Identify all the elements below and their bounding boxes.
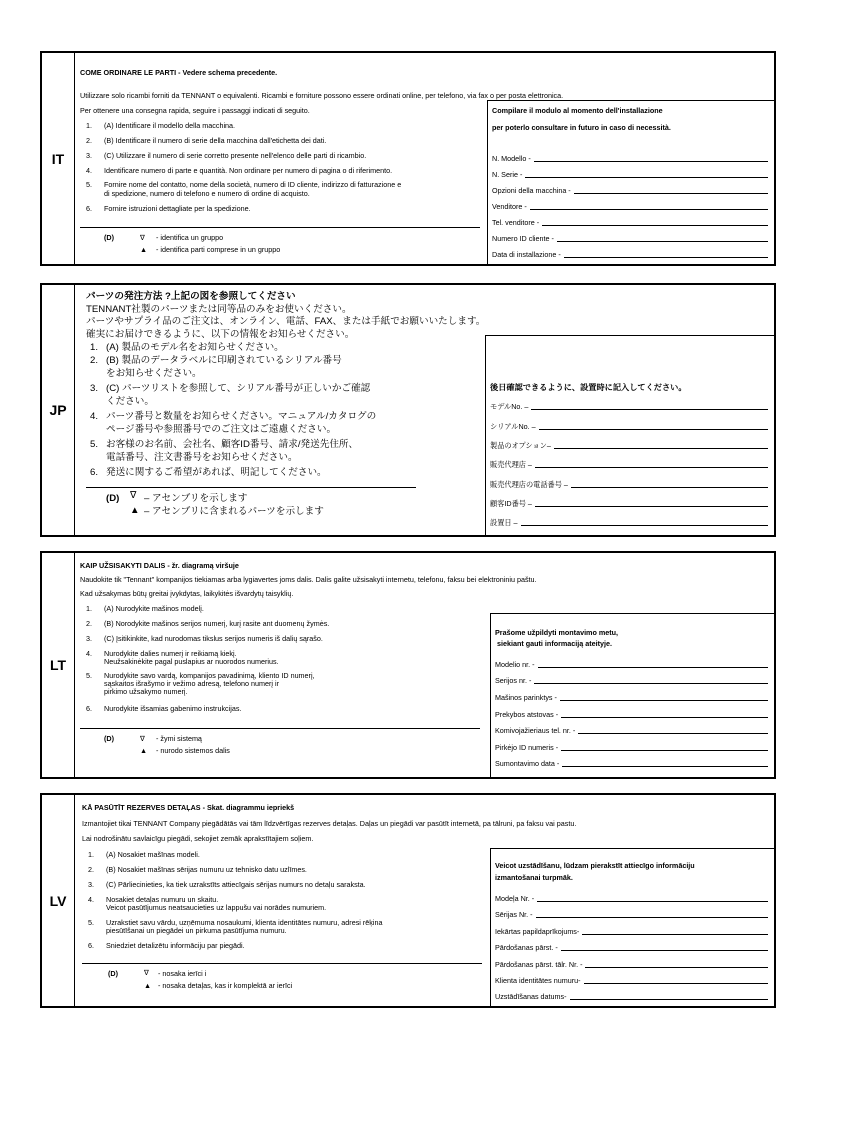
step-text: (B) 製品のデータラベルに印刷されているシリアル番号: [106, 355, 342, 366]
form-title: Prašome užpildyti montavimo metu,: [495, 628, 619, 637]
step-text: Sniedziet detalizētu informāciju par piegādi.: [106, 941, 245, 950]
step-number: 4.: [90, 411, 99, 422]
section-title: COME ORDINARE LE PARTI - Vedere schema precedente.: [80, 68, 278, 77]
dealer-phone-field[interactable]: [495, 724, 768, 735]
field-line[interactable]: [582, 934, 768, 935]
field-label: Modeļa Nr. -: [495, 894, 535, 903]
assembly-outline-icon: ∇: [130, 490, 137, 501]
step-text-cont: Veicot pasūtījumus neatsaucieties uz lappušu vai norādes numuriem.: [106, 903, 327, 912]
field-label: Serijos nr. -: [495, 676, 532, 685]
step-number: 1.: [88, 850, 94, 859]
legend-label: (D): [106, 493, 120, 504]
legend-text: – アセンブリに含まれるパーツを示します: [144, 506, 324, 517]
section-lt: [40, 551, 776, 779]
step-text: (B) Nosakiet mašīnas sērijas numuru uz tehnisko datu uzlīmes.: [106, 865, 307, 874]
legend-text: - identifica un gruppo: [156, 233, 224, 242]
assembly-outline-icon: ∇: [140, 233, 145, 242]
step-number: 2.: [90, 355, 99, 366]
step-number: 1.: [86, 604, 92, 613]
step-number: 3.: [86, 634, 92, 643]
field-line[interactable]: [535, 506, 768, 507]
field-line[interactable]: [571, 487, 768, 488]
section-jp: [40, 283, 776, 537]
field-label: Komivojažieriaus tel. nr. -: [495, 726, 576, 735]
step-text-cont: Neužsakinėkite pagal puslapius ar nuorodos numerius.: [104, 657, 279, 666]
field-label: Iekārtas papildaprīkojums-: [495, 927, 580, 936]
field-line[interactable]: [557, 241, 768, 242]
step-text-cont: ページ番号や参照番号でのご注文はご遠慮ください。: [106, 424, 337, 435]
step-text-cont: 電話番号、注文書番号をお知らせください。: [106, 452, 298, 463]
field-line[interactable]: [534, 161, 768, 162]
step-number: 6.: [88, 941, 94, 950]
section-title: KĀ PASŪTĪT REZERVES DETAĻAS - Skat. diagrammu iepriekš: [82, 803, 295, 812]
serial-field[interactable]: [490, 420, 768, 431]
step-number: 2.: [86, 619, 92, 628]
divider: [80, 728, 480, 729]
installation-form: [490, 848, 774, 1006]
model-field[interactable]: [492, 152, 768, 163]
step-number: 5.: [90, 439, 99, 450]
step-text-cont: をお知らせください。: [106, 368, 202, 379]
dealer-field[interactable]: [492, 200, 768, 211]
field-label: Modelio nr. -: [495, 660, 535, 669]
field-label: Sērijas Nr. -: [495, 910, 533, 919]
legend-text: – アセンブリを示します: [144, 493, 248, 504]
intro-text: Naudokite tik "Tennant" kompanijos tiekiamas arba lygiavertes joms dalis. Dalis galite užsisakyti internetu, telefonu, faksu bei elektroniniu paštu.: [80, 575, 537, 584]
field-line[interactable]: [561, 950, 768, 951]
legend-label: (D): [104, 734, 114, 743]
field-label: Numero ID cliente -: [492, 234, 554, 243]
language-code: LV: [42, 795, 75, 1006]
language-code: LT: [42, 553, 75, 777]
field-label: 販売代理店 –: [490, 460, 532, 469]
form-title-2: siekiant gauti informaciją ateityje.: [497, 639, 613, 648]
step-text: (C) パーツリストを参照して、シリアル番号が正しいかご確認: [106, 383, 371, 394]
field-label: N. Modello -: [492, 154, 531, 163]
step-number: 1.: [86, 121, 92, 130]
customer-id-field[interactable]: [490, 497, 768, 508]
options-field[interactable]: [495, 925, 768, 936]
model-field[interactable]: [490, 400, 768, 411]
step-text-cont: sąskaitos išrašymo ir vežimo adresą, telefono numerį ir: [104, 679, 279, 688]
legend-label: (D): [104, 233, 114, 242]
field-label: 顧客ID番号 –: [490, 499, 532, 508]
step-number: 6.: [86, 204, 92, 213]
step-text-cont: di spedizione, numero di telefono e numero di ordine di acquisto.: [104, 189, 310, 198]
field-label: N. Serie -: [492, 170, 523, 179]
field-line[interactable]: [562, 766, 768, 767]
field-line[interactable]: [578, 733, 768, 734]
customer-id-field[interactable]: [492, 232, 768, 243]
step-number: 2.: [88, 865, 94, 874]
field-line[interactable]: [585, 967, 768, 968]
assembly-filled-icon: ▲: [130, 505, 140, 516]
section-lv: [40, 793, 776, 1008]
step-text: Nosakiet detaļas numuru un skaitu.: [106, 895, 219, 904]
options-field[interactable]: [492, 184, 768, 195]
installation-form: [485, 335, 774, 535]
step-text: Nurodykite savo vardą, kompanijos pavadinimą, kliento ID numerį,: [104, 671, 315, 680]
installation-form: [487, 100, 774, 264]
dealer-field[interactable]: [495, 941, 768, 952]
install-date-field[interactable]: [490, 516, 768, 527]
field-line[interactable]: [536, 917, 768, 918]
field-line[interactable]: [531, 409, 768, 410]
dealer-phone-field[interactable]: [492, 216, 768, 227]
divider: [82, 963, 482, 964]
step-text: 発送に関するご希望があれば、明記してください。: [106, 467, 327, 478]
field-label: 設置日 –: [490, 518, 518, 527]
language-code: JP: [42, 285, 75, 535]
step-text: (C) Utilizzare il numero di serie corretto presente nell'elenco delle parti di ricambio.: [104, 151, 367, 160]
intro-text: Izmantojiet tikai TENNANT Company piegādātās vai tām līdzvērtīgas rezerves detaļas. Daļas un piegādi var pasūtīt internetā, pa tālruni, pa faksu vai pastu.: [82, 819, 577, 828]
serial-field[interactable]: [495, 674, 768, 685]
field-label: Opzioni della macchina -: [492, 186, 571, 195]
step-number: 4.: [86, 166, 92, 175]
options-field[interactable]: [495, 691, 768, 702]
dealer-field[interactable]: [495, 708, 768, 719]
dealer-phone-field[interactable]: [495, 958, 768, 969]
step-number: 3.: [88, 880, 94, 889]
install-date-field[interactable]: [495, 757, 768, 768]
field-label: シリアルNo. –: [490, 422, 536, 431]
field-line[interactable]: [525, 177, 768, 178]
field-line[interactable]: [530, 209, 768, 210]
step-text: (C) Įsitikinkite, kad nurodomas tikslus serijos numeris iš dalių sąrašo.: [104, 634, 323, 643]
field-label: Prekybos atstovas -: [495, 710, 559, 719]
field-line[interactable]: [554, 448, 768, 449]
field-line[interactable]: [539, 429, 768, 430]
assembly-filled-icon: ▲: [144, 981, 152, 990]
intro-text-2: Per ottenere una consegna rapida, seguire i passaggi indicati di seguito.: [80, 106, 310, 115]
step-text: (A) Identificare il modello della macchina.: [104, 121, 236, 130]
field-line[interactable]: [561, 717, 768, 718]
step-text: Uzrakstiet savu vārdu, uzņēmuma nosaukumi, klienta identitātes numuru, adresi rēķina: [106, 918, 383, 927]
step-text-cont: ください。: [106, 396, 154, 407]
field-label: Pārdošanas pārst. tālr. Nr. -: [495, 960, 583, 969]
step-text: お客様のお名前、会社名、顧客ID番号、請求/発送先住所、: [106, 439, 359, 450]
step-number: 2.: [86, 136, 92, 145]
intro-text-2: Kad užsakymas būtų greitai įvykdytas, laikykitės išvardytų taisyklių.: [80, 589, 294, 598]
step-number: 5.: [86, 180, 92, 189]
step-number: 5.: [86, 671, 92, 680]
field-label: Venditore -: [492, 202, 527, 211]
field-line[interactable]: [537, 901, 768, 902]
field-line[interactable]: [574, 193, 768, 194]
field-line[interactable]: [521, 525, 768, 526]
form-title: Compilare il modulo al momento dell'installazione: [492, 106, 663, 115]
step-number: 6.: [90, 467, 99, 478]
dealer-phone-field[interactable]: [490, 478, 768, 489]
legend-text: - žymi sistemą: [156, 734, 202, 743]
field-label: モデルNo. –: [490, 402, 529, 411]
legend-text: - nosaka ierīci i: [158, 969, 207, 978]
field-line[interactable]: [542, 225, 768, 226]
customer-id-field[interactable]: [495, 741, 768, 752]
step-text: Identificare numero di parte e quantità. Non ordinare per numero di pagina o di riferimento.: [104, 166, 393, 175]
step-text: (C) Pārliecinieties, ka tiek uzrakstīts attiecīgais sērijas numurs no detaļu saraksta.: [106, 880, 366, 889]
model-field[interactable]: [495, 658, 768, 669]
assembly-outline-icon: ∇: [140, 734, 145, 743]
step-number: 3.: [90, 383, 99, 394]
form-title-2: per poterlo consultare in futuro in caso di necessità.: [492, 123, 671, 132]
field-line[interactable]: [534, 683, 768, 684]
step-text-cont: pirkimo užsakymo numerį.: [104, 687, 188, 696]
field-label: 販売代理店の電話番号 –: [490, 480, 568, 489]
form-title: Veicot uzstādīšanu, lūdzam pierakstīt attiecīgo informāciju: [495, 861, 695, 870]
field-line[interactable]: [584, 983, 769, 984]
step-number: 5.: [88, 918, 94, 927]
intro-text-2: Lai nodrošinātu savlaicīgu piegādi, sekojiet zemāk aprakstītajiem soļiem.: [82, 834, 314, 843]
legend-text: - nurodo sistemos dalis: [156, 746, 230, 755]
intro-text: Utilizzare solo ricambi forniti da TENNANT o equivalenti. Ricambi e forniture possono essere ordinati online, per telefono, via fax o per posta elettronica.: [80, 91, 564, 100]
serial-field[interactable]: [492, 168, 768, 179]
section-it: [40, 51, 776, 266]
step-number: 3.: [86, 151, 92, 160]
field-label: Pārdošanas pārst. -: [495, 943, 558, 952]
field-label: Pirkėjo ID numeris -: [495, 743, 559, 752]
field-label: Sumontavimo data -: [495, 759, 560, 768]
field-label: Klienta identitātes numuru-: [495, 976, 581, 985]
field-label: Mašinos parinktys -: [495, 693, 557, 702]
model-field[interactable]: [495, 892, 768, 903]
field-label: Tel. venditore -: [492, 218, 540, 227]
step-number: 4.: [86, 649, 92, 658]
intro-text-3: 確実にお届けできるように、以下の情報をお知らせください。: [86, 329, 355, 340]
step-text: (B) Identificare il numero di serie della macchina dall'etichetta dei dati.: [104, 136, 327, 145]
step-text: (B) Norodykite mašinos serijos numerį, kurį rasite ant duomenų žymės.: [104, 619, 330, 628]
step-text: Nurodykite dalies numerį ir reikiamą kiekį.: [104, 649, 237, 658]
divider: [86, 487, 416, 488]
step-text: パーツ番号と数量をお知らせください。マニュアル/カタログの: [106, 411, 377, 422]
divider: [80, 227, 480, 228]
step-text: (A) 製品のモデル名をお知らせください。: [106, 342, 284, 353]
field-label: 製品のオプション–: [490, 441, 551, 450]
form-title: 後日確認できるように、設置時に記入してください。: [490, 383, 687, 392]
section-title: パーツの発注方法 ?上記の図を参照してください: [86, 291, 296, 302]
field-label: Data di installazione -: [492, 250, 561, 259]
field-line[interactable]: [564, 257, 768, 258]
assembly-filled-icon: ▲: [140, 245, 148, 254]
options-field[interactable]: [490, 439, 768, 450]
dealer-field[interactable]: [490, 458, 768, 469]
intro-text: TENNANT社製のパーツまたは同等品のみをお使いください。: [86, 304, 352, 315]
field-line[interactable]: [538, 667, 768, 668]
step-text: Nurodykite išsamias gabenimo instrukcijas.: [104, 704, 242, 713]
step-number: 4.: [88, 895, 94, 904]
step-text: Fornire istruzioni dettagliate per la spedizione.: [104, 204, 251, 213]
form-title-2: izmantošanai turpmāk.: [495, 873, 573, 882]
step-text-cont: piesūtīšanai un piegādei un pirkuma pasūtījuma numuru.: [106, 926, 287, 935]
field-line[interactable]: [570, 999, 768, 1000]
field-line[interactable]: [560, 700, 768, 701]
language-code: IT: [42, 53, 75, 264]
assembly-filled-icon: ▲: [140, 746, 148, 755]
legend-text: - identifica parti comprese in un gruppo: [156, 245, 281, 254]
legend-text: - nosaka detaļas, kas ir komplektā ar ierīci: [158, 981, 293, 990]
step-text: (A) Nosakiet mašīnas modeli.: [106, 850, 200, 859]
field-line[interactable]: [561, 750, 768, 751]
installation-form: [490, 613, 774, 777]
step-number: 1.: [90, 342, 99, 353]
step-text: Fornire nome del contatto, nome della società, numero di ID cliente, indirizzo di fatturazione e: [104, 180, 402, 189]
install-date-field[interactable]: [492, 248, 768, 259]
assembly-outline-icon: ∇: [144, 968, 149, 977]
section-title: KAIP UŽSISAKYTI DALIS - žr. diagramą viršuje: [80, 561, 239, 570]
legend-label: (D): [108, 969, 118, 978]
step-text: (A) Nurodykite mašinos modelį.: [104, 604, 204, 613]
intro-text-2: パーツやサプライ品のご注文は、オンライン、電話、FAX、または手紙でお願いいたします。: [86, 316, 486, 327]
customer-id-field[interactable]: [495, 974, 768, 985]
field-line[interactable]: [535, 467, 768, 468]
step-number: 6.: [86, 704, 92, 713]
install-date-field[interactable]: [495, 990, 768, 1001]
serial-field[interactable]: [495, 908, 768, 919]
field-label: Uzstādīšanas datums-: [495, 992, 567, 1001]
